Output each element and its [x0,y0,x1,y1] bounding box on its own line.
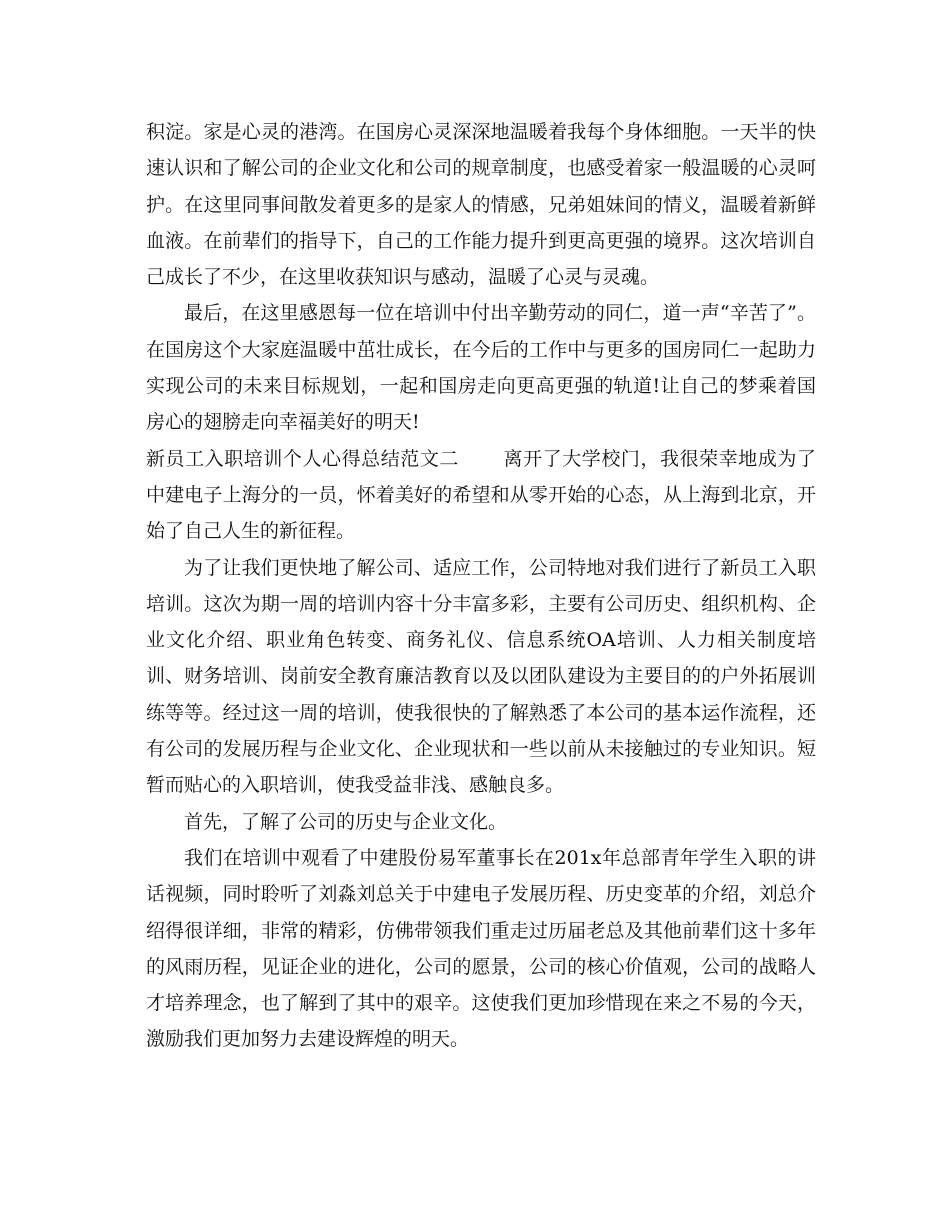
paragraph-6: 我们在培训中观看了中建股份易军董事长在201x年总部青年学生入职的讲话视频，同时聆听了刘淼刘总关于中建电子发展历程、历史变革的介绍，刘总介绍得很详细，非常的精彩，仿佛带领我们重走过历届老总及其他前辈们这十多年的风雨历程，见证企业的进化，公司的愿景，公司的核心价值观，公司的战略人才培养理念，也了解到了其中的艰辛。这使我们更加珍惜现在来之不易的今天，激励我们更加努力去建设辉煌的明天。 [146,846,816,1051]
paragraph-2: 最后，在这里感恩每一位在培训中付出辛勤劳动的同仁，道一声“辛苦了”。在国房这个大家庭温暖中茁壮成长，在今后的工作中与更多的国房同仁一起助力实现公司的未来目标规划，一起和国房走向更高更强的轨道!让自己的梦乘着国房心的翅膀走向幸福美好的明天! [146,302,816,434]
section-paragraph [146,441,816,550]
paragraph-4: 为了让我们更快地了解公司、适应工作，公司特地对我们进行了新员工入职培训。这次为期一周的培训内容十分丰富多彩，主要有公司历史、组织机构、企业文化介绍、职业角色转变、商务礼仪、信息系统OA培训、人力相关制度培训、财务培训、岗前安全教育廉洁教育以及以团队建设为主要目的的户外拓展训练等等。经过这一周的培训，使我很快的了解熟悉了本公司的基本运作流程，还有公司的发展历程与企业文化、企业现状和一些以前从未接触过的专业知识。短暂而贴心的入职培训，使我受益非浅、感触良多。 [146,556,816,797]
section-intro: 离开了大学校门，我很荣幸地成为了中建电子上海分的一员，怀着美好的希望和从零开始的心态，从上海到北京，开始了自己人生的新征程。 [146,447,816,543]
section-title: 新员工入职培训个人心得总结范文二 [146,447,459,470]
paragraph-5: 首先，了解了公司的历史与企业文化。 [184,810,508,833]
document-body [146,114,816,1058]
paragraph-1: 积淀。家是心灵的港湾。在国房心灵深深地温暖着我每个身体细胞。一天半的快速认识和了解公司的企业文化和公司的规章制度，也感受着家一般温暖的心灵呵护。在这里同事间散发着更多的是家人的情感，兄弟姐妹间的情义，温暖着新鲜血液。在前辈们的指导下，自己的工作能力提升到更高更强的境界。这次培训自己成长了不少，在这里收获知识与感动，温暖了心灵与灵魂。 [146,121,816,289]
